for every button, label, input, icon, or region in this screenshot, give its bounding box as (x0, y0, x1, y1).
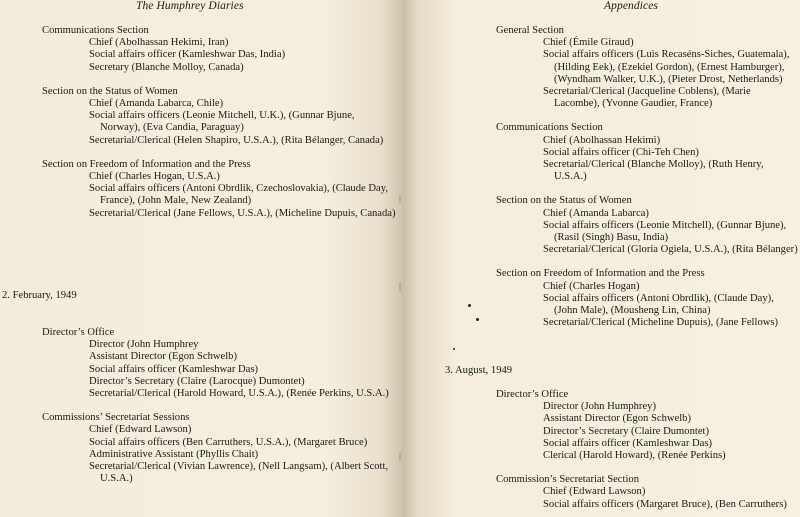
section-heading: Section on Freedom of Information and the Press (496, 268, 705, 280)
staff-entry: Secretarial/Clerical (Harold Howard, U.S.A.), (Renée Perkins, U.S.A.) (89, 388, 389, 400)
staff-entry: Director’s Secretary (Claire (Larocque) Dumontet) (89, 375, 305, 387)
running-head: Appendices (604, 0, 659, 12)
staff-entry: Secretarial/Clerical (Jacqueline Coblens), (Marie Lacombe), (Yvonne Gaudier, France) (543, 86, 751, 110)
staff-entry: Social affairs officer (Kamleshwar Das, India) (89, 49, 286, 61)
section (496, 195, 798, 256)
staff-entry: Social affairs officer (Kamleshwar Das) (89, 363, 259, 375)
section-heading: Section on Freedom of Information and the Press (42, 158, 251, 170)
staff-entry: Chief (Amanda Labarca, Chile) (89, 98, 224, 110)
staff-entry: Clerical (Harold Howard), (Renée Perkins) (543, 450, 726, 462)
section-heading: Communications Section (42, 25, 149, 36)
staff-entry: Social affairs officers (Margaret Bruce), (Ben Carruthers) (543, 498, 787, 510)
staff-entry: Social affairs officers (Ben Carruthers, U.S.A.), (Margaret Bruce) (89, 436, 368, 448)
section-list (42, 327, 397, 485)
section-heading: Section on the Status of Women (42, 85, 178, 97)
section (42, 25, 397, 74)
binding-mark (399, 282, 401, 292)
section-heading: Commission’s Secretariat Section (496, 474, 639, 486)
section-heading: Director’s Office (496, 389, 569, 400)
staff-entry: Chief (Abolhassan Hekimi) (543, 134, 661, 146)
section-list (496, 25, 798, 329)
section (496, 25, 798, 110)
staff-entry: Social affairs officers (Leonie Mitchell, U.K.), (Gunnar Bjune, Norway), (Eva Candia, Paraguay) (89, 110, 355, 134)
running-head: The Humphrey Diaries (136, 0, 244, 12)
staff-entry: Chief (Émile Giraud) (543, 37, 634, 49)
staff-entry: Director (John Humphrey (89, 339, 199, 351)
section-heading: General Section (496, 25, 564, 36)
right-page (402, 0, 800, 517)
section (42, 159, 397, 220)
staff-entry: Administrative Assistant (Phyllis Chait) (89, 448, 259, 460)
section (42, 327, 397, 400)
section-heading: Communications Section (496, 122, 603, 134)
section (496, 389, 798, 462)
section (496, 122, 798, 183)
staff-entry: Secretarial/Clerical (Helen Shapiro, U.S.A.), (Rita Bélanger, Canada) (89, 134, 384, 146)
section-heading: Section on the Status of Women (496, 195, 632, 207)
ink-speck (453, 348, 455, 350)
staff-entry: Secretarial/Clerical (Gloria Ogiela, U.S.A.), (Rita Bélanger) (543, 244, 798, 256)
section-list (42, 25, 397, 220)
section-heading: Commissions’ Secretariat Sessions (42, 412, 190, 424)
staff-entry: Social affairs officers (Leonie Mitchell), (Gunnar Bjune), (Rasil (Singh) Basu, India) (543, 219, 787, 244)
date-heading: 2. February, 1949 (2, 290, 77, 301)
section (496, 474, 798, 511)
staff-entry: Secretarial/Clerical (Jane Fellows, U.S.A.), (Micheline Dupuis, Canada) (89, 207, 396, 219)
staff-entry: Social affairs officers (Antoni Obrdlik), (Claude Day), (John Male), (Mousheng Lin, China) (543, 292, 774, 317)
staff-entry: Chief (Amanda Labarca) (543, 207, 649, 219)
ink-speck (468, 304, 471, 307)
staff-entry: Social affairs officer (Kamleshwar Das) (543, 437, 713, 449)
binding-mark (399, 195, 401, 203)
section (496, 268, 798, 329)
staff-entry: Assistant Director (Egon Schwelb) (543, 413, 691, 425)
section-heading: Director’s Office (42, 327, 115, 338)
staff-entry: Chief (Edward Lawson) (543, 486, 646, 498)
staff-entry: Social affairs officer (Chi-Teh Chen) (543, 146, 699, 158)
staff-entry: Chief (Charles Hogan, U.S.A.) (89, 171, 220, 183)
staff-entry: Chief (Abolhassan Hekimi, Iran) (89, 37, 229, 49)
section (42, 412, 397, 485)
staff-entry: Assistant Director (Egon Schwelb) (89, 351, 237, 363)
staff-entry: Director (John Humphrey) (543, 401, 656, 413)
ink-speck (476, 318, 479, 321)
binding-mark (399, 452, 401, 461)
date-heading: 3. August, 1949 (445, 365, 513, 376)
staff-entry: Secretarial/Clerical (Micheline Dupuis), (Jane Fellows) (543, 317, 779, 329)
staff-entry: Secretarial/Clerical (Vivian Lawrence), (Nell Langsam), (Albert Scott, U.S.A.) (89, 461, 389, 485)
staff-entry: Director’s Secretary (Claire Dumontet) (543, 425, 710, 437)
staff-entry: Secretary (Blanche Molloy, Canada) (89, 61, 244, 73)
staff-entry: Chief (Edward Lawson) (89, 424, 192, 436)
section (42, 86, 397, 147)
staff-entry: Chief (Charles Hogan) (543, 280, 640, 292)
staff-entry: Secretarial/Clerical (Blanche Molloy), (Ruth Henry, U.S.A.) (543, 159, 764, 183)
section-list (496, 389, 798, 511)
staff-entry: Social affairs officers (Luis Recaséns-Siches, Guatemala), (Hilding Eek), (Ezekiel Gordon), (Ernest Hamburger), (Wyndham Walker, U.K.), (Pieter Drost, Netherlands) (543, 49, 790, 85)
staff-entry: Social affairs officers (Antoni Obrdlik, Czechoslovakia), (Claude Day, France), (John Male, New Zealand) (89, 183, 388, 207)
